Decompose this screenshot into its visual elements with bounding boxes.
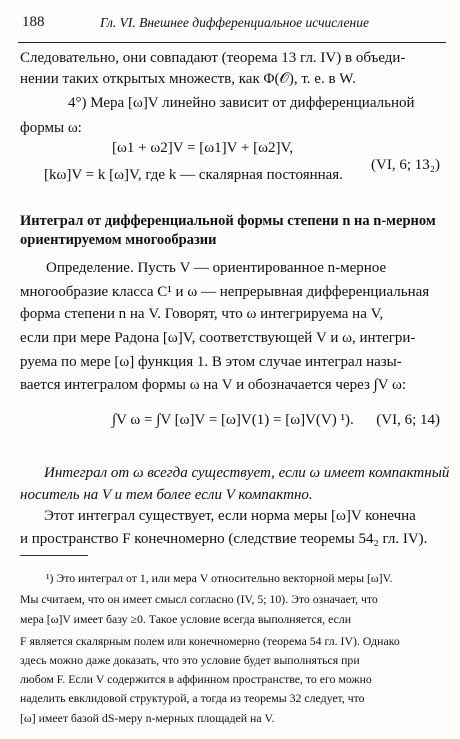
footnote-line: [ω] имеет базой dS-меру n-мерных площадей на V. [20,711,275,725]
body-line: руема по мере [ω] функция 1. В этом случае интеграл назы- [20,354,402,370]
body-line: 4°) Мера [ω]V линейно зависит от дифференциальной [68,95,415,111]
body-line: многообразие класса C¹ и ω — непрерывная дифференциальная [20,284,430,300]
body-line: Этот интеграл существует, если норма меры [ω]V конечна [44,508,416,524]
body-line: форма степени n на V. Говорят, что ω интегрируема на V, [20,306,384,322]
body-line: Интеграл от ω всегда существует, если ω имеет компактный [44,465,450,481]
page-number: 188 [22,14,45,30]
body-line: формы ω: [20,120,82,136]
section-heading: ориентируемом многообразии [20,232,217,248]
equation-number: (VI, 6; 13₂) [371,157,440,173]
footnote-line: наделить евклидовой структурой, а тогда из теоремы 32 следует, что [20,691,365,705]
header-rule [18,42,446,43]
footnote-rule [20,555,88,556]
equation-number: (VI, 6; 14) [376,412,440,428]
footnote-line: ¹) Это интеграл от 1, или мера V относительно векторной меры [ω]V. [46,571,393,585]
body-line: носитель на V и тем более если V компактно. [20,487,313,503]
body-line: Определение. Пусть V — ориентированное n-мерное [46,260,387,276]
equation: ∫V ω = ∫V [ω]V = [ω]V(1) = [ω]V(V) ¹). [112,412,354,428]
section-heading: Интеграл от дифференциальной формы степени n на n-мерном [20,213,436,229]
footnote-line: любом F. Если V содержится в аффинном пространстве, то его можно [20,672,372,686]
footnote-line: мера [ω]V имеет базу ≥0. Такое условие всегда выполняется, если [20,612,352,626]
body-line: Следовательно, они совпадают (теорема 13 гл. IV) в объеди- [20,50,406,66]
body-line: и пространство F конечномерно (следствие теоремы 54₂ гл. IV). [20,531,428,547]
equation: [kω]V = k [ω]V, где k — скалярная постоянная. [44,167,343,183]
page-header [22,14,442,34]
body-line: если при мере Радона [ω]V, соответствующей V и ω, интегри- [20,330,416,346]
body-line: нении таких открытых множеств, как Φ(𝒪), т. е. в W. [20,71,356,87]
footnote-line: F является скалярным полем или конечномерно (теорема 54 гл. IV). Однако [20,634,400,648]
body-line: вается интегралом формы ω на V и обозначается через ∫V ω: [20,377,407,393]
footnote-line: здесь можно даже доказать, что это условие будет выполняться при [20,653,360,667]
footnote-line: Мы считаем, что он имеет смысл согласно (IV, 5; 10). Это означает, что [20,592,378,606]
equation: [ω1 + ω2]V = [ω1]V + [ω2]V, [112,140,294,156]
running-title: Гл. VI. Внешнее дифференциальное исчисление [100,15,369,30]
